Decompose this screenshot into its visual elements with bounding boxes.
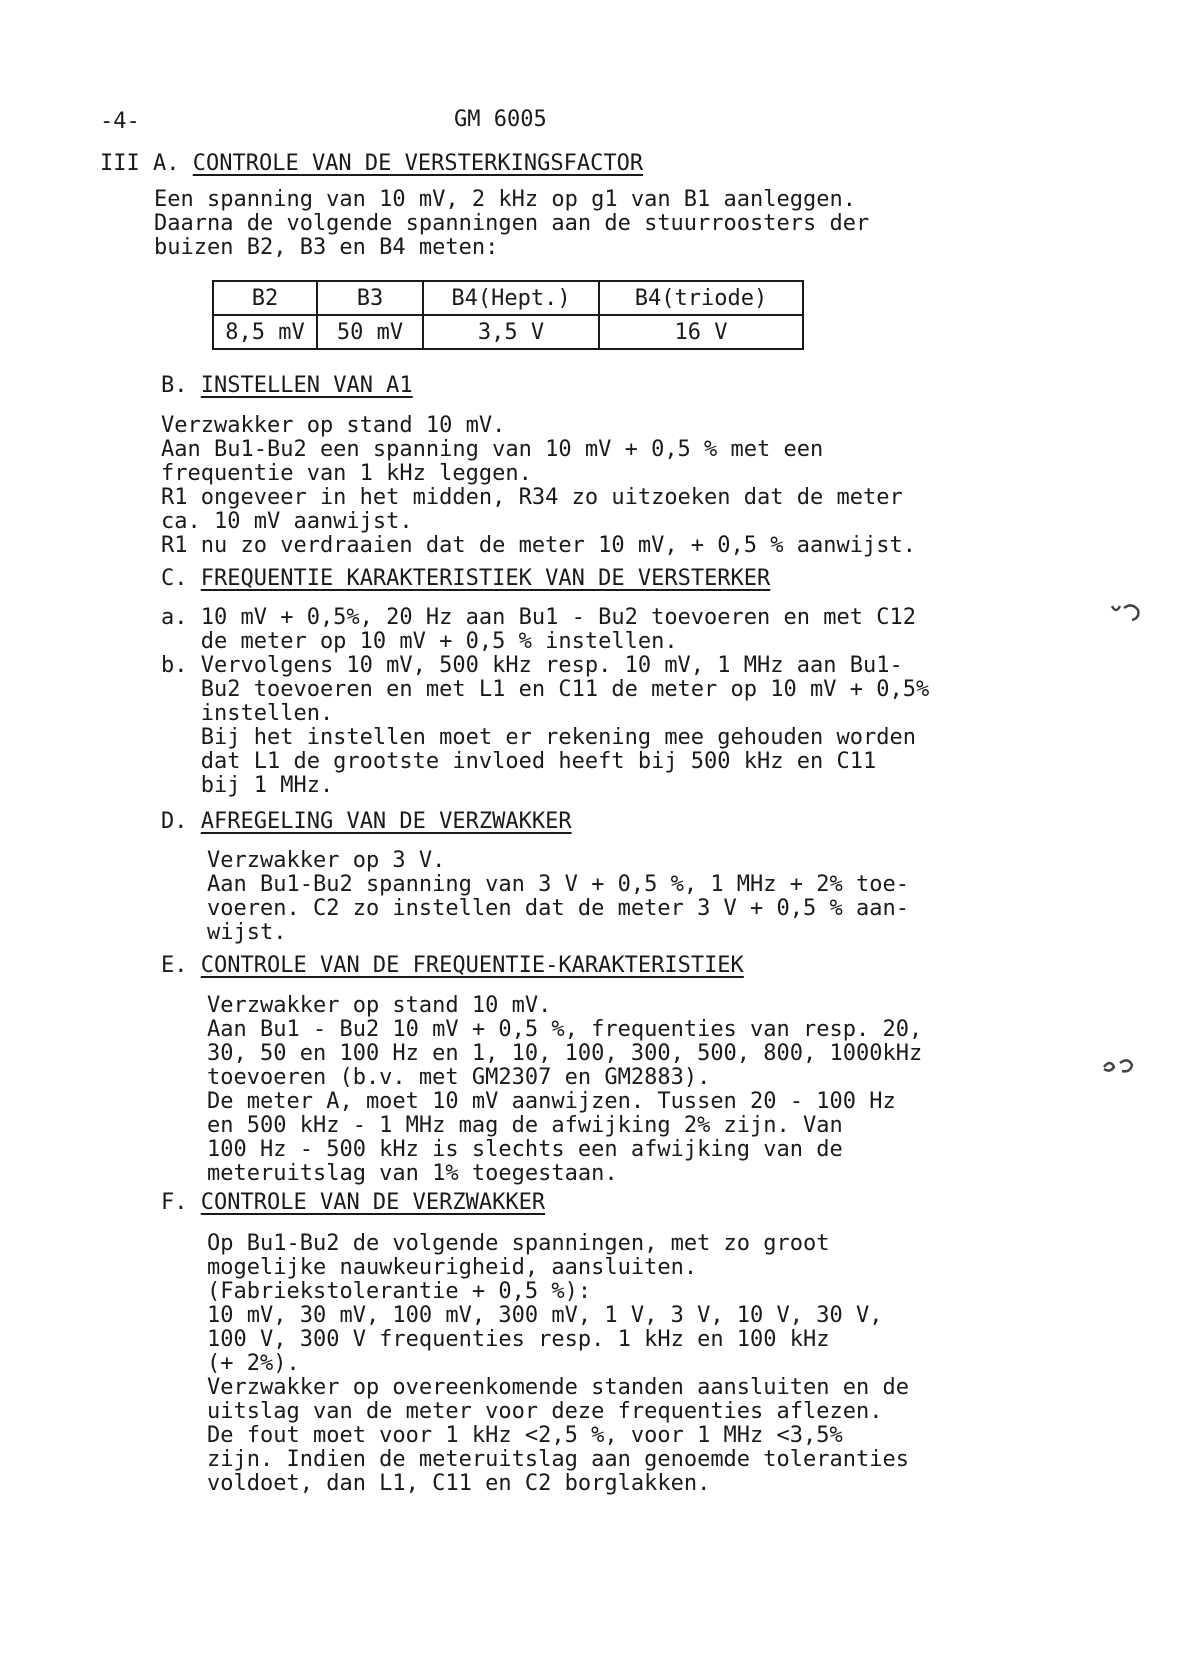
section-f-heading <box>161 1191 545 1215</box>
text-line: Op Bu1-Bu2 de volgende spanningen, met zo groot <box>207 1231 830 1256</box>
section-d-heading <box>161 810 572 834</box>
text-line: bij 1 MHz. <box>161 773 334 798</box>
text-line: (+ 2%). <box>207 1351 300 1376</box>
text-line: 10 mV, 30 mV, 100 mV, 300 mV, 1 V, 3 V, 10 V, 30 V, <box>207 1303 883 1328</box>
section-d-title: AFREGELING VAN DE VERZWAKKER <box>200 809 572 834</box>
section-e-body <box>207 993 922 1185</box>
text-line: meteruitslag van 1% toegestaan. <box>207 1161 618 1186</box>
section-b-body <box>161 413 916 557</box>
text-line: Verzwakker op 3 V. <box>207 848 446 873</box>
table-cell: 50 mV <box>317 315 423 349</box>
text-line: Aan Bu1-Bu2 spanning van 3 V + 0,5 %, 1 MHz + 2% toe- <box>207 872 909 897</box>
section-f-title: CONTROLE VAN DE VERZWAKKER <box>200 1190 546 1215</box>
text-line: voeren. C2 zo instellen dat de meter 3 V + 0,5 % aan- <box>207 896 909 921</box>
text-line: a. 10 mV + 0,5%, 20 Hz aan Bu1 - Bu2 toevoeren en met C12 <box>161 605 916 630</box>
document-id: GM 6005 <box>454 107 547 132</box>
section-c-heading <box>161 567 770 591</box>
text-line: De fout moet voor 1 kHz <2,5 %, voor 1 MHz <3,5% <box>207 1423 843 1448</box>
section-e-title: CONTROLE VAN DE FREQUENTIE-KARAKTERISTIEK <box>200 953 744 978</box>
text-line: Verzwakker op overeenkomende standen aansluiten en de <box>207 1375 909 1400</box>
table-cell: 3,5 V <box>423 315 599 349</box>
section-f-body <box>207 1231 909 1495</box>
text-line: 30, 50 en 100 Hz en 1, 10, 100, 300, 500, 800, 1000kHz <box>207 1041 923 1066</box>
section-a-body <box>154 187 869 259</box>
section-d-body <box>207 848 909 944</box>
text-line: 100 V, 300 V frequenties resp. 1 kHz en 100 kHz <box>207 1327 830 1352</box>
text-line: Bu2 toevoeren en met L1 en C11 de meter op 10 mV + 0,5% <box>161 677 930 702</box>
text-line: Verzwakker op stand 10 mV. <box>161 413 506 438</box>
text-line: toevoeren (b.v. met GM2307 en GM2883). <box>207 1065 711 1090</box>
text-line: Bij het instellen moet er rekening mee gehouden worden <box>161 725 916 750</box>
text-line: de meter op 10 mV + 0,5 % instellen. <box>161 629 678 654</box>
text-line: mogelijke nauwkeurigheid, aansluiten. <box>207 1255 698 1280</box>
text-line: De meter A, moet 10 mV aanwijzen. Tussen 20 - 100 Hz <box>207 1089 896 1114</box>
section-a-heading <box>100 152 643 176</box>
table-header-cell: B2 <box>213 281 317 315</box>
table-cell: 8,5 mV <box>213 315 317 349</box>
margin-hole-mark <box>1108 600 1148 635</box>
section-a-prefix: III A. <box>100 151 180 176</box>
section-a-title: CONTROLE VAN DE VERSTERKINGSFACTOR <box>192 151 644 176</box>
table-header-cell: B3 <box>317 281 423 315</box>
margin-hole-mark <box>1100 1053 1140 1088</box>
text-line: uitslag van de meter voor deze frequenties aflezen. <box>207 1399 883 1424</box>
text-line: ca. 10 mV aanwijst. <box>161 509 413 534</box>
text-line: R1 nu zo verdraaien dat de meter 10 mV, + 0,5 % aanwijst. <box>161 533 916 558</box>
text-line: voldoet, dan L1, C11 en C2 borglakken. <box>207 1471 711 1496</box>
text-line: Aan Bu1-Bu2 een spanning van 10 mV + 0,5 % met een <box>161 437 824 462</box>
text-line: Aan Bu1 - Bu2 10 mV + 0,5 %, frequenties van resp. 20, <box>207 1017 923 1042</box>
text-line: 100 Hz - 500 kHz is slechts een afwijking van de <box>207 1137 843 1162</box>
text-line: R1 ongeveer in het midden, R34 zo uitzoeken dat de meter <box>161 485 903 510</box>
table-row <box>213 315 803 349</box>
text-line: (Fabriekstolerantie + 0,5 %): <box>207 1279 592 1304</box>
text-line: instellen. <box>161 701 334 726</box>
text-line: zijn. Indien de meteruitslag aan genoemde toleranties <box>207 1447 909 1472</box>
section-b-prefix: B. <box>161 373 188 398</box>
page-number: -4- <box>100 109 140 134</box>
table-header-cell: B4(triode) <box>599 281 803 315</box>
voltage-table <box>212 280 804 350</box>
text-line: dat L1 de grootste invloed heeft bij 500 kHz en C11 <box>161 749 877 774</box>
section-c-prefix: C. <box>161 566 188 591</box>
section-b-heading <box>161 374 413 398</box>
section-b-title: INSTELLEN VAN A1 <box>200 373 413 398</box>
text-line: en 500 kHz - 1 MHz mag de afwijking 2% zijn. Van <box>207 1113 843 1138</box>
table-header-cell: B4(Hept.) <box>423 281 599 315</box>
text-line: Daarna de volgende spanningen aan de stuurroosters der <box>154 211 870 236</box>
text-line: Een spanning van 10 mV, 2 kHz op g1 van B1 aanleggen. <box>154 187 856 212</box>
section-e-heading <box>161 954 744 978</box>
text-line: frequentie van 1 kHz leggen. <box>161 461 532 486</box>
section-f-prefix: F. <box>161 1190 188 1215</box>
text-line: b. Vervolgens 10 mV, 500 kHz resp. 10 mV, 1 MHz aan Bu1- <box>161 653 903 678</box>
section-d-prefix: D. <box>161 809 188 834</box>
section-e-prefix: E. <box>161 953 188 978</box>
table-cell: 16 V <box>599 315 803 349</box>
section-c-body <box>161 605 929 797</box>
table-header-row <box>213 281 803 315</box>
text-line: Verzwakker op stand 10 mV. <box>207 993 552 1018</box>
text-line: wijst. <box>207 920 287 945</box>
text-line: buizen B2, B3 en B4 meten: <box>154 235 499 260</box>
section-c-title: FREQUENTIE KARAKTERISTIEK VAN DE VERSTERKER <box>200 566 771 591</box>
